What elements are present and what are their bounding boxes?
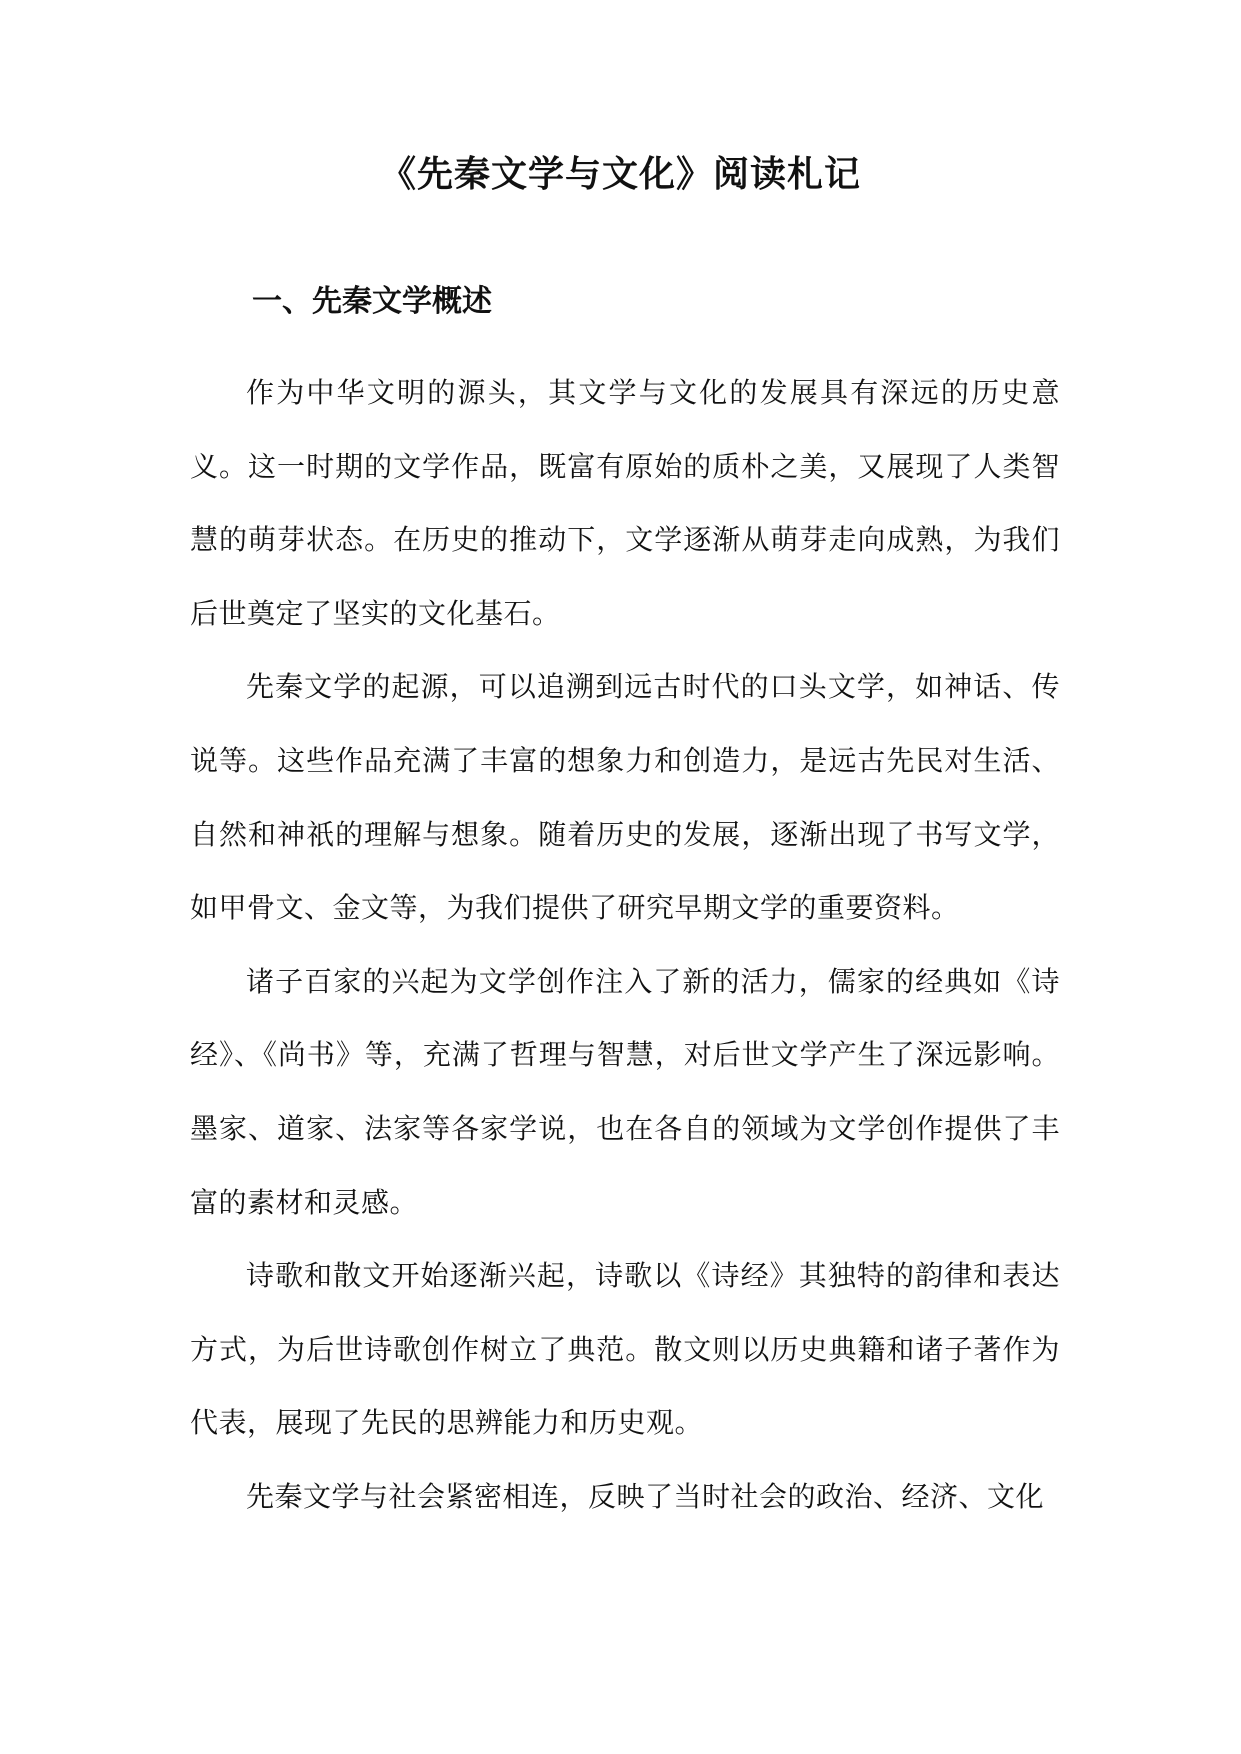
- paragraph-1: 作为中华文明的源头，其文学与文化的发展具有深远的历史意义。这一时期的文学作品，既富有原始的质朴之美，又展现了人类智慧的萌芽状态。在历史的推动下，文学逐渐从萌芽走向成熟，为我们后世奠定了坚实的文化基石。: [190, 376, 1060, 630]
- paragraph-3: 诸子百家的兴起为文学创作注入了新的活力，儒家的经典如《诗经》、《尚书》等，充满了哲理与智慧，对后世文学产生了深远影响。墨家、道家、法家等各家学说，也在各自的领域为文学创作提供了丰富的素材和灵感。: [190, 964, 1060, 1219]
- document-title: 《先秦文学与文化》阅读札记: [379, 154, 861, 195]
- paragraph-5: 先秦文学与社会紧密相连，反映了当时社会的政治、经济、文化: [246, 1479, 1045, 1513]
- document-body: [190, 356, 1060, 1534]
- section-heading: 一、先秦文学概述: [252, 284, 492, 319]
- paragraph-4: 诗歌和散文开始逐渐兴起，诗歌以《诗经》其独特的韵律和表达方式，为后世诗歌创作树立了典范。散文则以历史典籍和诸子著作为代表，展现了先民的思辨能力和历史观。: [190, 1259, 1060, 1440]
- paragraph-2: 先秦文学的起源，可以追溯到远古时代的口头文学，如神话、传说等。这些作品充满了丰富的想象力和创造力，是远古先民对生活、自然和神祇的理解与想象。随着历史的发展，逐渐出现了书写文学，如甲骨文、金文等，为我们提供了研究早期文学的重要资料。: [190, 670, 1060, 925]
